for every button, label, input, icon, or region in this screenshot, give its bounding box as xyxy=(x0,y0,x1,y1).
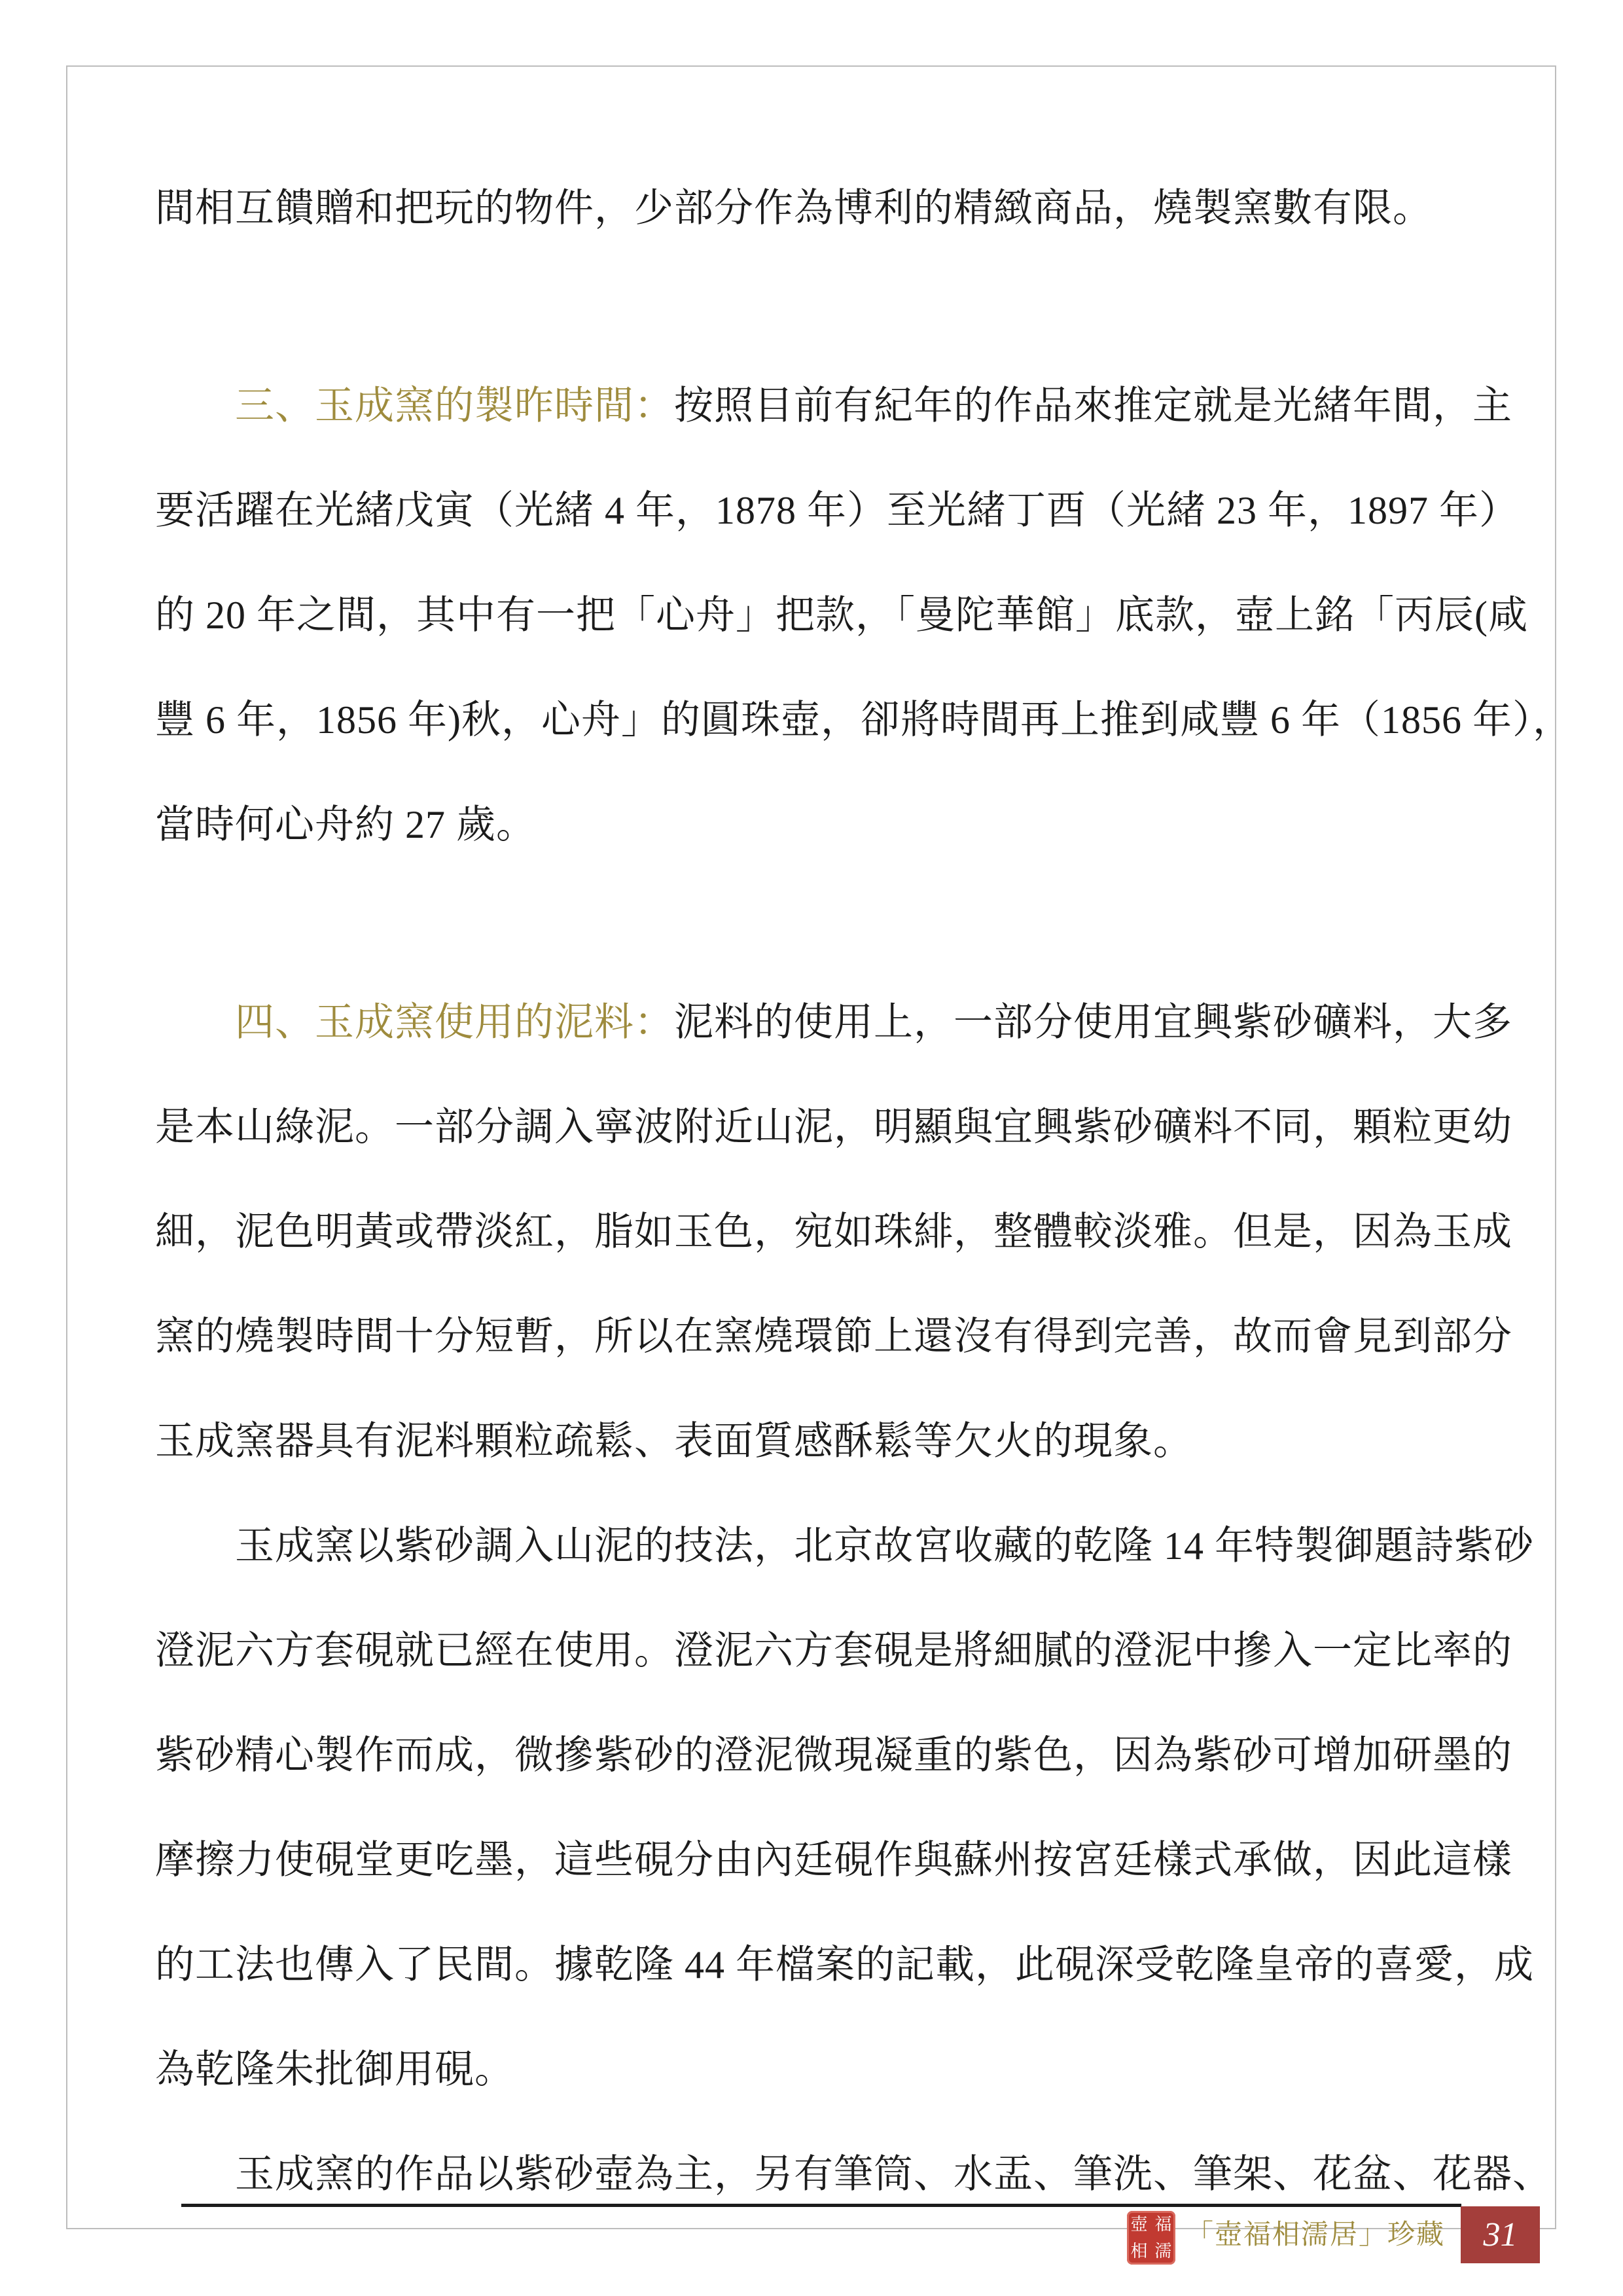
body-text-segment: 要活躍在光緒戊寅（光緒 4 年，1878 年）至光緒丁酉（光緒 23 年，1897 年） xyxy=(155,489,1519,532)
text-line xyxy=(155,1703,1512,1808)
body-text-segment: 當時何心舟約 27 歲。 xyxy=(155,803,536,846)
body-text-segment: 的 20 年之間，其中有一把「心舟」把款，「曼陀華館」底款，壺上銘「丙辰(咸 xyxy=(155,594,1528,637)
body-text-segment: 泥料的使用上，一部分使用宜興紫砂礦料，大多 xyxy=(674,1001,1512,1044)
text-line xyxy=(155,2017,1505,2122)
text-line xyxy=(155,1179,1512,1284)
text-line xyxy=(155,156,1505,260)
footer-divider-line xyxy=(181,2204,1461,2207)
body-text-segment: 紫砂精心製作而成，微摻紫砂的澄泥微現凝重的紫色，因為紫砂可增加研墨的 xyxy=(155,1734,1512,1777)
text-line xyxy=(155,1284,1512,1389)
text-line xyxy=(155,353,1512,458)
text-line xyxy=(155,970,1512,1075)
text-line xyxy=(155,1075,1512,1179)
text-line xyxy=(155,458,1519,563)
text-line xyxy=(155,1808,1512,1912)
body-text-segment: 玉成窯器具有泥料顆粒疏鬆、表面質感酥鬆等欠火的現象。 xyxy=(155,1420,1193,1463)
seal-character: 相 xyxy=(1130,2241,1148,2261)
collection-seal-icon xyxy=(1127,2211,1175,2265)
text-line xyxy=(155,1389,1505,1494)
text-line xyxy=(155,668,1573,772)
seal-character: 壺 xyxy=(1130,2214,1148,2234)
section-heading-label: 四、玉成窯使用的泥料： xyxy=(235,1001,674,1044)
body-text-segment: 間相互饋贈和把玩的物件，少部分作為博利的精緻商品，燒製窯數有限。 xyxy=(155,187,1433,230)
body-text-segment: 摩擦力使硯堂更吃墨，這些硯分由內廷硯作與蘇州按宮廷樣式承做，因此這樣 xyxy=(155,1839,1512,1882)
body-text xyxy=(155,156,1573,2227)
collection-label: 「壺福相濡居」珍藏 xyxy=(1186,2220,1446,2250)
body-text-segment: 的工法也傳入了民間。據乾隆 44 年檔案的記載，此硯深受乾隆皇帝的喜愛，成 xyxy=(155,1943,1534,1986)
section-heading-label: 三、玉成窯的製昨時間： xyxy=(235,384,674,427)
text-line xyxy=(155,1598,1512,1703)
body-text-segment: 玉成窯以紫砂調入山泥的技法，北京故宮收藏的乾隆 14 年特製御題詩紫砂 xyxy=(235,1524,1534,1568)
body-text-segment: 為乾隆朱批御用硯。 xyxy=(155,2048,514,2091)
text-line xyxy=(155,2122,1552,2227)
seal-character: 濡 xyxy=(1154,2241,1172,2261)
seal-character: 福 xyxy=(1154,2214,1172,2234)
body-text-segment: 細，泥色明黃或帶淡紅，脂如玉色，宛如珠緋，整體較淡雅。但是，因為玉成 xyxy=(155,1210,1512,1253)
page-number-badge: 31 xyxy=(1461,2206,1540,2263)
text-line xyxy=(155,1494,1534,1598)
text-line xyxy=(155,1912,1534,2017)
body-text-segment: 玉成窯的作品以紫砂壺為主，另有筆筒、水盂、筆洗、筆架、花盆、花器、 xyxy=(235,2153,1552,2196)
text-line xyxy=(155,772,1505,877)
body-text-segment: 是本山綠泥。一部分調入寧波附近山泥，明顯與宜興紫砂礦料不同，顆粒更幼 xyxy=(155,1105,1512,1149)
body-text-segment: 澄泥六方套硯就已經在使用。澄泥六方套硯是將細膩的澄泥中摻入一定比率的 xyxy=(155,1629,1512,1672)
body-text-segment: 窯的燒製時間十分短暫，所以在窯燒環節上還沒有得到完善，故而會見到部分 xyxy=(155,1315,1512,1358)
text-line xyxy=(155,563,1528,668)
body-text-segment: 按照目前有紀年的作品來推定就是光緒年間，主 xyxy=(674,384,1512,427)
body-text-segment: 豐 6 年，1856 年)秋，心舟」的圓珠壺，卻將時間再上推到咸豐 6 年（1856 年）， xyxy=(155,698,1573,742)
